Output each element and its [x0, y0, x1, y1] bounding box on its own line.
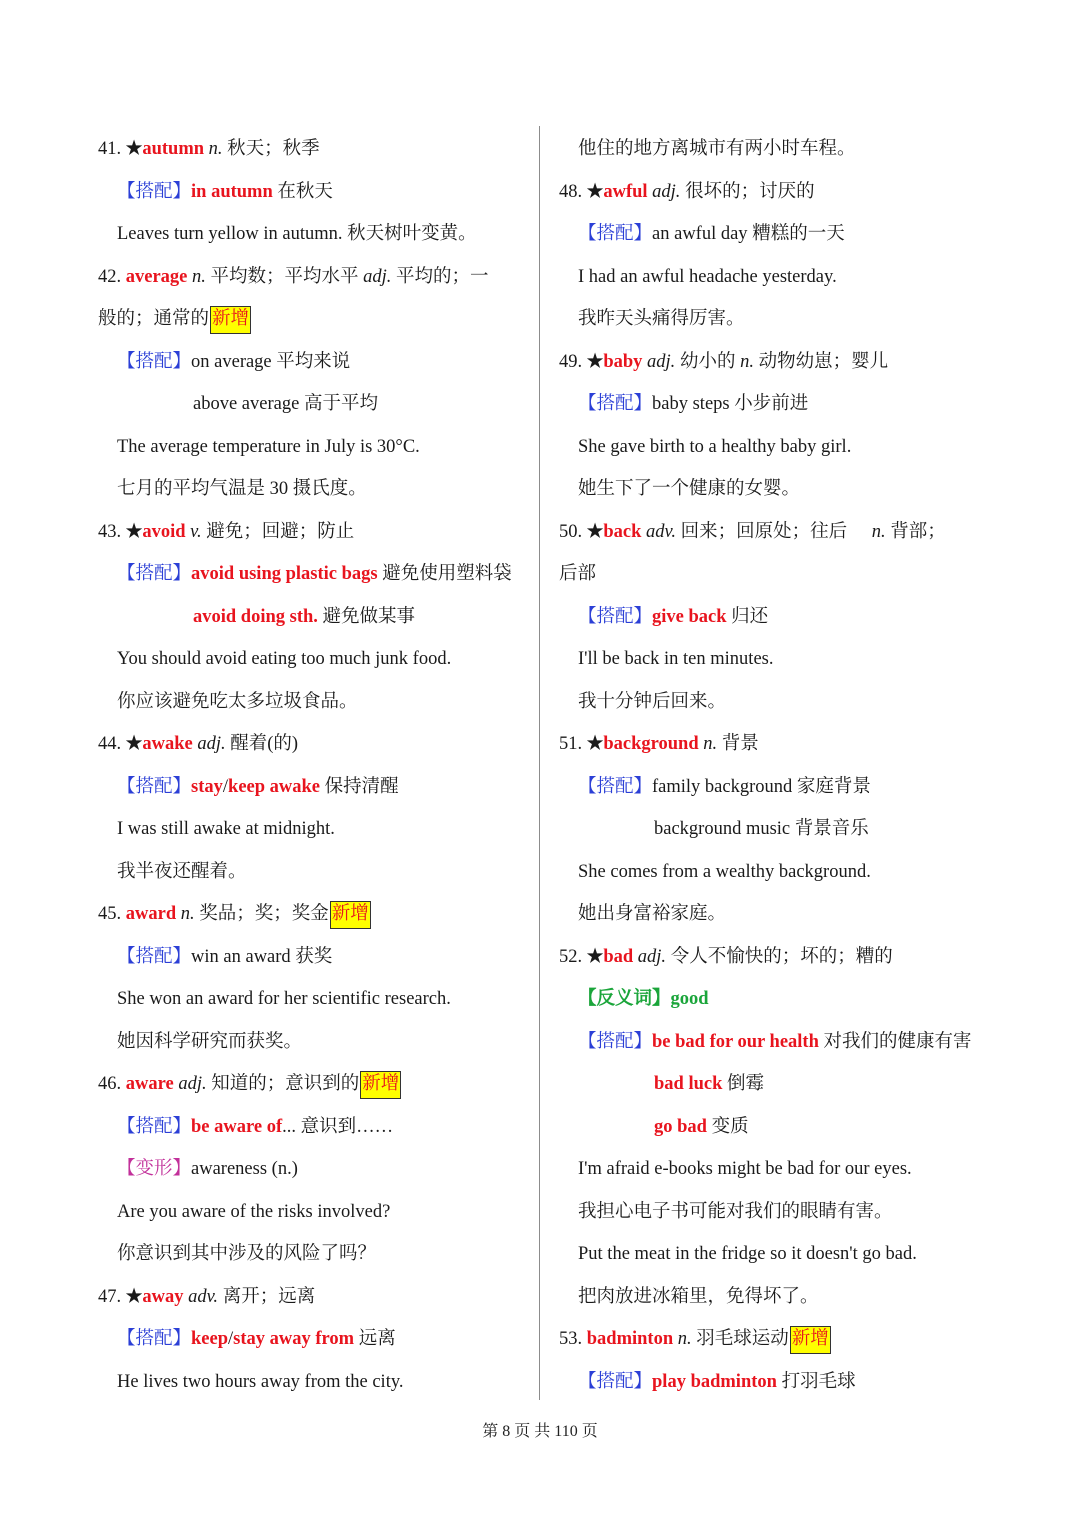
- collocation: 【搭配】play badminton 打羽毛球: [578, 1371, 856, 1392]
- headword: badminton: [586, 1329, 674, 1349]
- entry-head: 48. ★awful adj. 很坏的；讨厌的: [559, 181, 815, 202]
- headword: avoid: [142, 521, 186, 542]
- collocation: 【搭配】keep/stay away from 远离: [117, 1329, 396, 1349]
- example: Leaves turn yellow in autumn. 秋天树叶变黄。: [117, 224, 477, 244]
- example: She comes from a wealthy background.: [578, 861, 871, 882]
- collocation: 【搭配】an awful day 糟糕的一天: [578, 224, 845, 244]
- example-translation: 你应该避免吃太多垃圾食品。: [117, 691, 358, 712]
- entry-head: 50. ★back adv. 回来；回原处；往后 n. 背部；: [559, 521, 946, 542]
- example: The average temperature in July is 30°C.: [117, 436, 420, 457]
- entry-head: 51. ★background n. 背景: [559, 734, 759, 754]
- example-translation: 她生下了一个健康的女婴。: [578, 479, 801, 499]
- entry-head-cont: 般的；通常的 新增: [98, 298, 528, 341]
- entry-head: 42. average n. 平均数；平均水平 adj. 平均的；一: [98, 266, 489, 287]
- headword: baby: [603, 351, 643, 372]
- collocation: 【搭配】give back 归还: [578, 606, 769, 627]
- star-icon: ★: [586, 521, 604, 542]
- new-badge: 新增: [360, 1071, 401, 1099]
- star-icon: ★: [586, 181, 604, 202]
- headword: away: [142, 1286, 184, 1307]
- star-icon: ★: [125, 521, 143, 542]
- collocation: 【搭配】baby steps 小步前进: [578, 394, 809, 414]
- headword: average: [125, 266, 188, 287]
- page-footer: 第 8 页 共 110 页: [482, 1423, 598, 1440]
- headword: background: [603, 734, 699, 754]
- example-translation: 我十分钟后回来。: [578, 691, 727, 712]
- example-translation: 我半夜还醒着。: [117, 861, 247, 882]
- new-badge: 新增: [790, 1326, 831, 1354]
- star-icon: ★: [125, 734, 143, 754]
- example: You should avoid eating too much junk food.: [117, 649, 452, 669]
- entry-head: 43. ★avoid v. 避免；回避；防止: [98, 521, 355, 542]
- example: I'm afraid e-books might be bad for our eyes.: [578, 1159, 912, 1179]
- collocation: 【搭配】be aware of... 意识到……: [117, 1116, 394, 1137]
- example-translation: 我昨天头痛得厉害。: [578, 309, 745, 329]
- star-icon: ★: [125, 139, 143, 159]
- star-icon: ★: [586, 734, 604, 754]
- example-translation: 我担心电子书可能对我们的眼睛有害。: [578, 1201, 893, 1222]
- headword: award: [125, 904, 177, 924]
- collocation: bad luck 倒霉: [654, 1074, 765, 1094]
- new-badge: 新增: [210, 306, 251, 334]
- example: I'll be back in ten minutes.: [578, 649, 774, 669]
- star-icon: ★: [586, 946, 604, 967]
- star-icon: ★: [125, 1286, 143, 1307]
- example: He lives two hours away from the city.: [117, 1371, 404, 1392]
- collocation: 【搭配】in autumn 在秋天: [117, 181, 333, 202]
- collocation: 【搭配】family background 家庭背景: [578, 776, 871, 797]
- column-divider: [539, 126, 540, 1400]
- example-translation: 把肉放进冰箱里，免得坏了。: [578, 1286, 819, 1307]
- example-translation: 她因科学研究而获奖。: [117, 1031, 303, 1052]
- example: She gave birth to a healthy baby girl.: [578, 436, 852, 457]
- entry-head-cont: 后部: [559, 564, 597, 584]
- collocation: 【搭配】win an award 获奖: [117, 946, 333, 967]
- collocation: go bad 变质: [654, 1116, 749, 1137]
- headword: awake: [142, 734, 193, 754]
- example-translation: 你意识到其中涉及的风险了吗？: [117, 1244, 377, 1264]
- entry-head: 45. award n. 奖品；奖；奖金 新增: [98, 893, 528, 936]
- entry-head: 52. ★bad adj. 令人不愉快的；坏的；糟的: [559, 946, 893, 967]
- example: Put the meat in the fridge so it doesn't go bad.: [578, 1244, 917, 1264]
- example: She won an award for her scientific research.: [117, 989, 451, 1009]
- collocation: background music 背景音乐: [654, 819, 869, 839]
- new-badge: 新增: [330, 901, 371, 929]
- collocation: 【搭配】on average 平均来说: [117, 351, 351, 372]
- example: Are you aware of the risks involved?: [117, 1201, 391, 1222]
- left-column: [98, 128, 528, 1403]
- example: I was still awake at midnight.: [117, 819, 335, 839]
- entry-head: 41. ★autumn n. 秋天；秋季: [98, 139, 320, 159]
- headword: bad: [603, 946, 634, 967]
- star-icon: ★: [586, 351, 604, 372]
- headword: awful: [603, 181, 648, 202]
- example-translation: 七月的平均气温是 30 摄氏度。: [117, 479, 367, 499]
- word-form: 【变形】awareness (n.): [117, 1159, 298, 1179]
- entry-head: 49. ★baby adj. 幼小的 n. 动物幼崽；婴儿: [559, 351, 889, 372]
- right-column: [559, 128, 999, 1403]
- headword: autumn: [142, 139, 205, 159]
- collocation: avoid doing sth. 避免做某事: [193, 606, 416, 627]
- example-translation: 他住的地方离城市有两小时车程。: [578, 139, 856, 159]
- headword: back: [603, 521, 642, 542]
- collocation: 【搭配】stay/keep awake 保持清醒: [117, 776, 399, 797]
- entry-head: 46. aware adj. 知道的；意识到的 新增: [98, 1063, 528, 1106]
- example: I had an awful headache yesterday.: [578, 266, 837, 287]
- entry-head: 53. badminton n. 羽毛球运动 新增: [559, 1318, 999, 1361]
- entry-head: 44. ★awake adj. 醒着(的): [98, 734, 299, 754]
- entry-head: 47. ★away adv. 离开；远离: [98, 1286, 316, 1307]
- collocation: 【搭配】avoid using plastic bags 避免使用塑料袋: [117, 564, 512, 584]
- headword: aware: [125, 1074, 174, 1094]
- collocation: 【搭配】be bad for our health 对我们的健康有害: [578, 1031, 972, 1052]
- example-translation: 她出身富裕家庭。: [578, 904, 727, 924]
- collocation: above average 高于平均: [193, 394, 378, 414]
- antonym: 【反义词】good: [578, 989, 709, 1009]
